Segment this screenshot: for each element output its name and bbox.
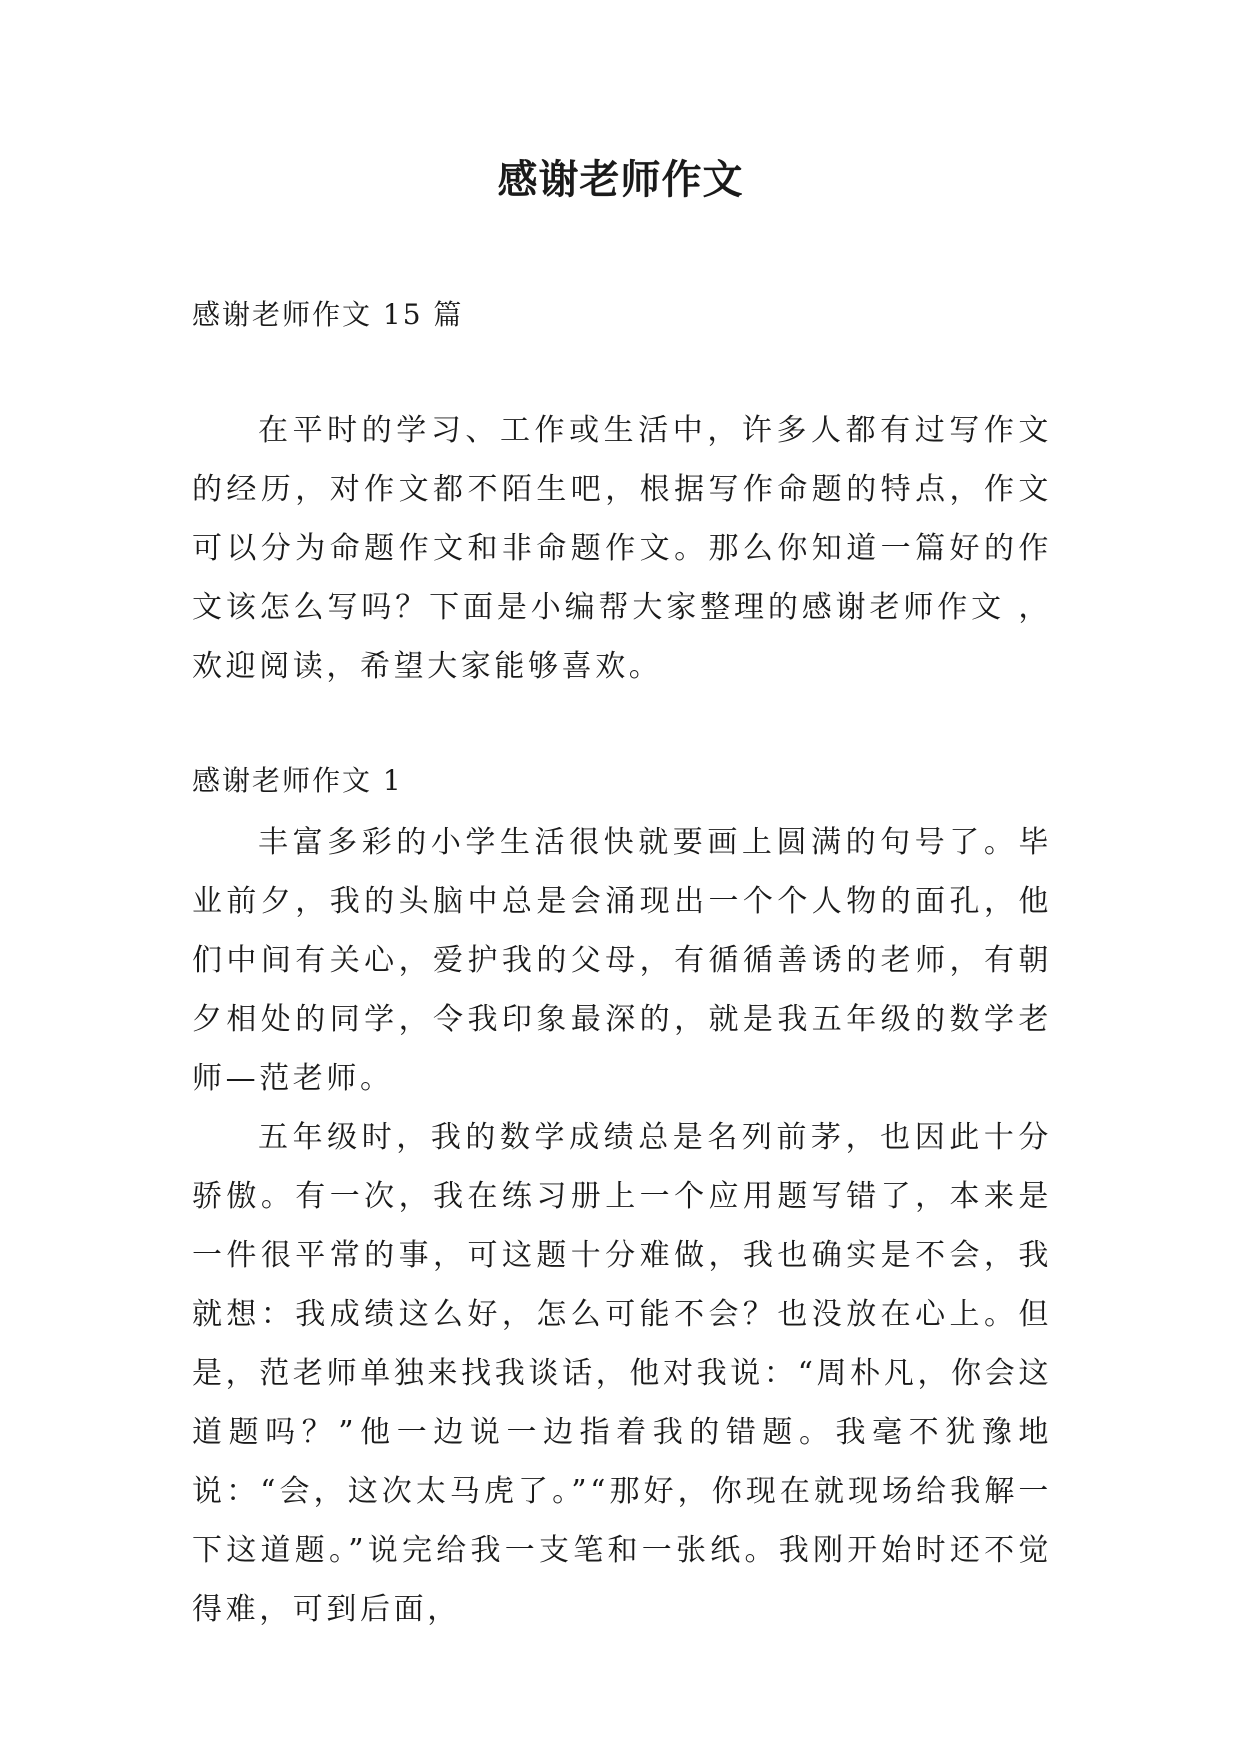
intro-paragraph: 在平时的学习、工作或生活中，许多人都有过写作文的经历，对作文都不陌生吧，根据写作命题的特点，作文可以分为命题作文和非命题作文。那么你知道一篇好的作文该怎么写吗？下面是小编帮大家整理的感谢老师作文 ，欢迎阅读，希望大家能够喜欢。: [192, 413, 1052, 684]
section-1-paragraph-2: 五年级时，我的数学成绩总是名列前茅，也因此十分骄傲。有一次，我在练习册上一个应用题写错了，本来是一件很平常的事，可这题十分难做，我也确实是不会，我就想：我成绩这么好，怎么可能不会？也没放在心上。但是，范老师单独来找我谈话，他对我说：“周朴凡，你会这道题吗？”他一边说一边指着我的错题。我毫不犹豫地说：“会，这次太马虎了。”“那好，你现在就现场给我解一下这道题。”说完给我一支笔和一张纸。我刚开始时还不觉得难，可到后面，: [192, 1120, 1052, 1627]
document-title: 感谢老师作文: [497, 156, 744, 203]
section-1-paragraph-1: 丰富多彩的小学生活很快就要画上圆满的句号了。毕业前夕，我的头脑中总是会涌现出一个个人物的面孔，他们中间有关心，爱护我的父母，有循循善诱的老师，有朝夕相处的同学，令我印象最深的，就是我五年级的数学老师—范老师。: [192, 825, 1052, 1096]
document-subtitle: 感谢老师作文 15 篇: [192, 298, 464, 331]
section-heading-1: 感谢老师作文 1: [192, 764, 403, 797]
